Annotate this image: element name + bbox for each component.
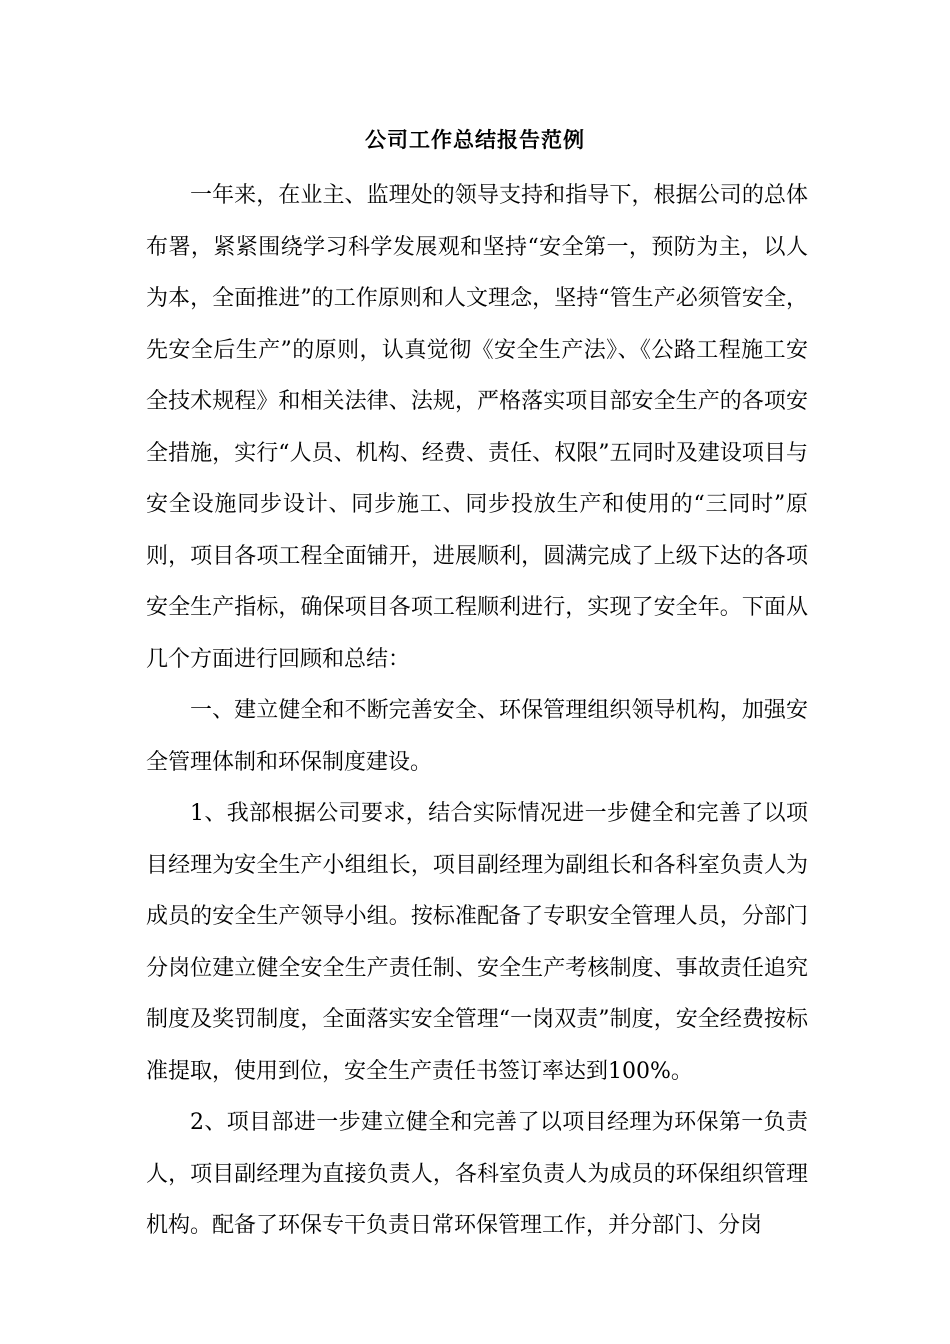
paragraph-intro: 一年来，在业主、监理处的领导支持和指导下，根据公司的总体布署，紧紧围绕学习科学发展观和坚持“安全第一，预防为主，以人为本，全面推进”的工作原则和人文理念，坚持“管生产必须管安全，先安全后生产”的原则，认真觉彻《安全生产法》、《公路工程施工安全技术规程》和相关法律、法规，严格落实项目部安全生产的各项安全措施，实行“人员、机构、经费、责任、权限”五同时及建设项目与安全设施同步设计、同步施工、同步投放生产和使用的“三同时”原则，项目各项工程全面铺开，进展顺利，圆满完成了上级下达的各项安全生产指标，确保项目各项工程顺利进行，实现了安全年。下面从几个方面进行回顾和总结： — [146, 183, 808, 672]
paragraph-item-1: 1、我部根据公司要求，结合实际情况进一步健全和完善了以项目经理为安全生产小组组长，项目副经理为副组长和各科室负责人为成员的安全生产领导小组。按标准配备了专职安全管理人员，分部门分岗位建立健全安全生产责任制、安全生产考核制度、事故责任追究制度及奖罚制度，全面落实安全管理“一岗双责”制度，安全经费按标准提取，使用到位，安全生产责任书签订率达到100%。 — [146, 801, 808, 1084]
paragraph-section-1: 一、建立健全和不断完善安全、环保管理组织领导机构，加强安全管理体制和环保制度建设。 — [146, 698, 808, 775]
document-body — [146, 170, 808, 1252]
document-title: 公司工作总结报告范例 — [365, 127, 585, 152]
paragraph-item-2: 2、项目部进一步建立健全和完善了以项目经理为环保第一负责人，项目副经理为直接负责人，各科室负责人为成员的环保组织管理机构。配备了环保专干负责日常环保管理工作，并分部门、分岗 — [146, 1110, 808, 1238]
